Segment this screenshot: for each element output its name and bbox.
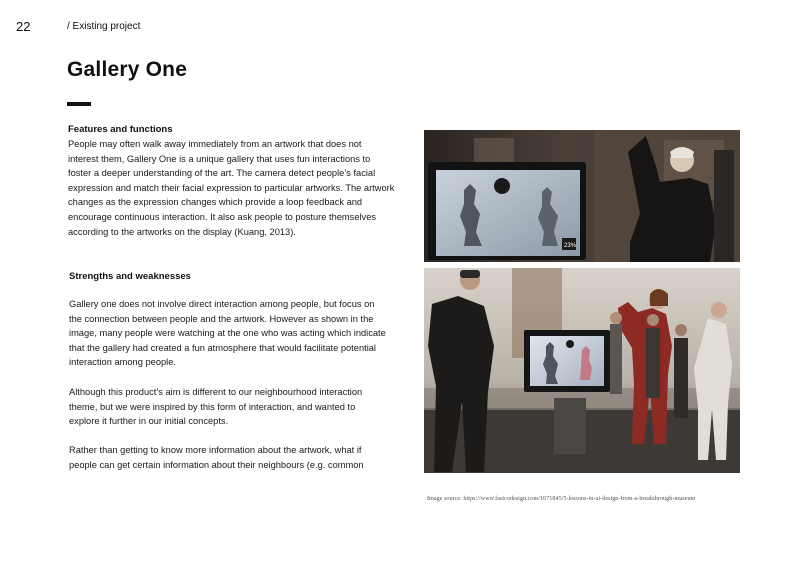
gallery-photo-bottom [424, 268, 740, 473]
text-line: theme, but we were inspired by this form of interaction, and wanted to [69, 401, 356, 412]
text-line: changes as the expression changes which provide a loop feedback and [68, 197, 363, 208]
text-line: Although this product’s aim is different to our neighbourhood interaction [69, 387, 363, 397]
text-line: image, many people were watching at the one who was acting which indicate [69, 328, 386, 339]
section-label: / Existing project [67, 21, 141, 32]
page-title: Gallery One [67, 58, 188, 81]
text-line: interaction among people. [69, 357, 176, 368]
title-rule [67, 102, 91, 106]
text-line: that the gallery had created a fun atmosphere that would facilitate potential [69, 342, 376, 353]
text-line: according to the artworks on the display (Kuang, 2013). [68, 226, 296, 237]
strengths-paragraph-2 [69, 385, 362, 429]
text-line: explore it further in our initial concepts. [69, 416, 229, 427]
strengths-paragraph-1 [69, 297, 386, 370]
text-line: Rather than getting to know more information about the artwork, what if [69, 445, 362, 455]
text-line: encourage continuous interaction. It also ask people to posture themselves [68, 211, 377, 222]
image-source-caption: Image source: https://www.fastcodesign.com/1671845/5-lessons-in-ui-design-from-a-breakthrough-museum [427, 495, 696, 502]
gallery-photo-top [424, 130, 740, 262]
text-line: Gallery one does not involve direct interaction among people, but focus on [69, 299, 375, 309]
text-line: the connection between people and the artwork. However as shown in the [69, 313, 374, 324]
strengths-heading: Strengths and weaknesses [69, 271, 191, 282]
text-line: interest them, Gallery One is a unique gallery that uses fun interactions to [68, 153, 371, 164]
features-heading: Features and functions [68, 124, 173, 135]
text-line: foster a deeper understanding of the art. The camera detect people’s facial [68, 168, 376, 179]
features-paragraph [68, 137, 394, 239]
text-line: People may often walk away immediately from an artwork that does not [68, 139, 362, 149]
screen-badge: 23% [564, 243, 577, 249]
strengths-paragraph-3 [69, 443, 364, 472]
page-number: 22 [16, 19, 31, 34]
text-line: expression and match their facial expression to particular artworks. The artwork [68, 182, 395, 193]
text-line: people can get certain information about their neighbours (e.g. common [69, 459, 364, 470]
